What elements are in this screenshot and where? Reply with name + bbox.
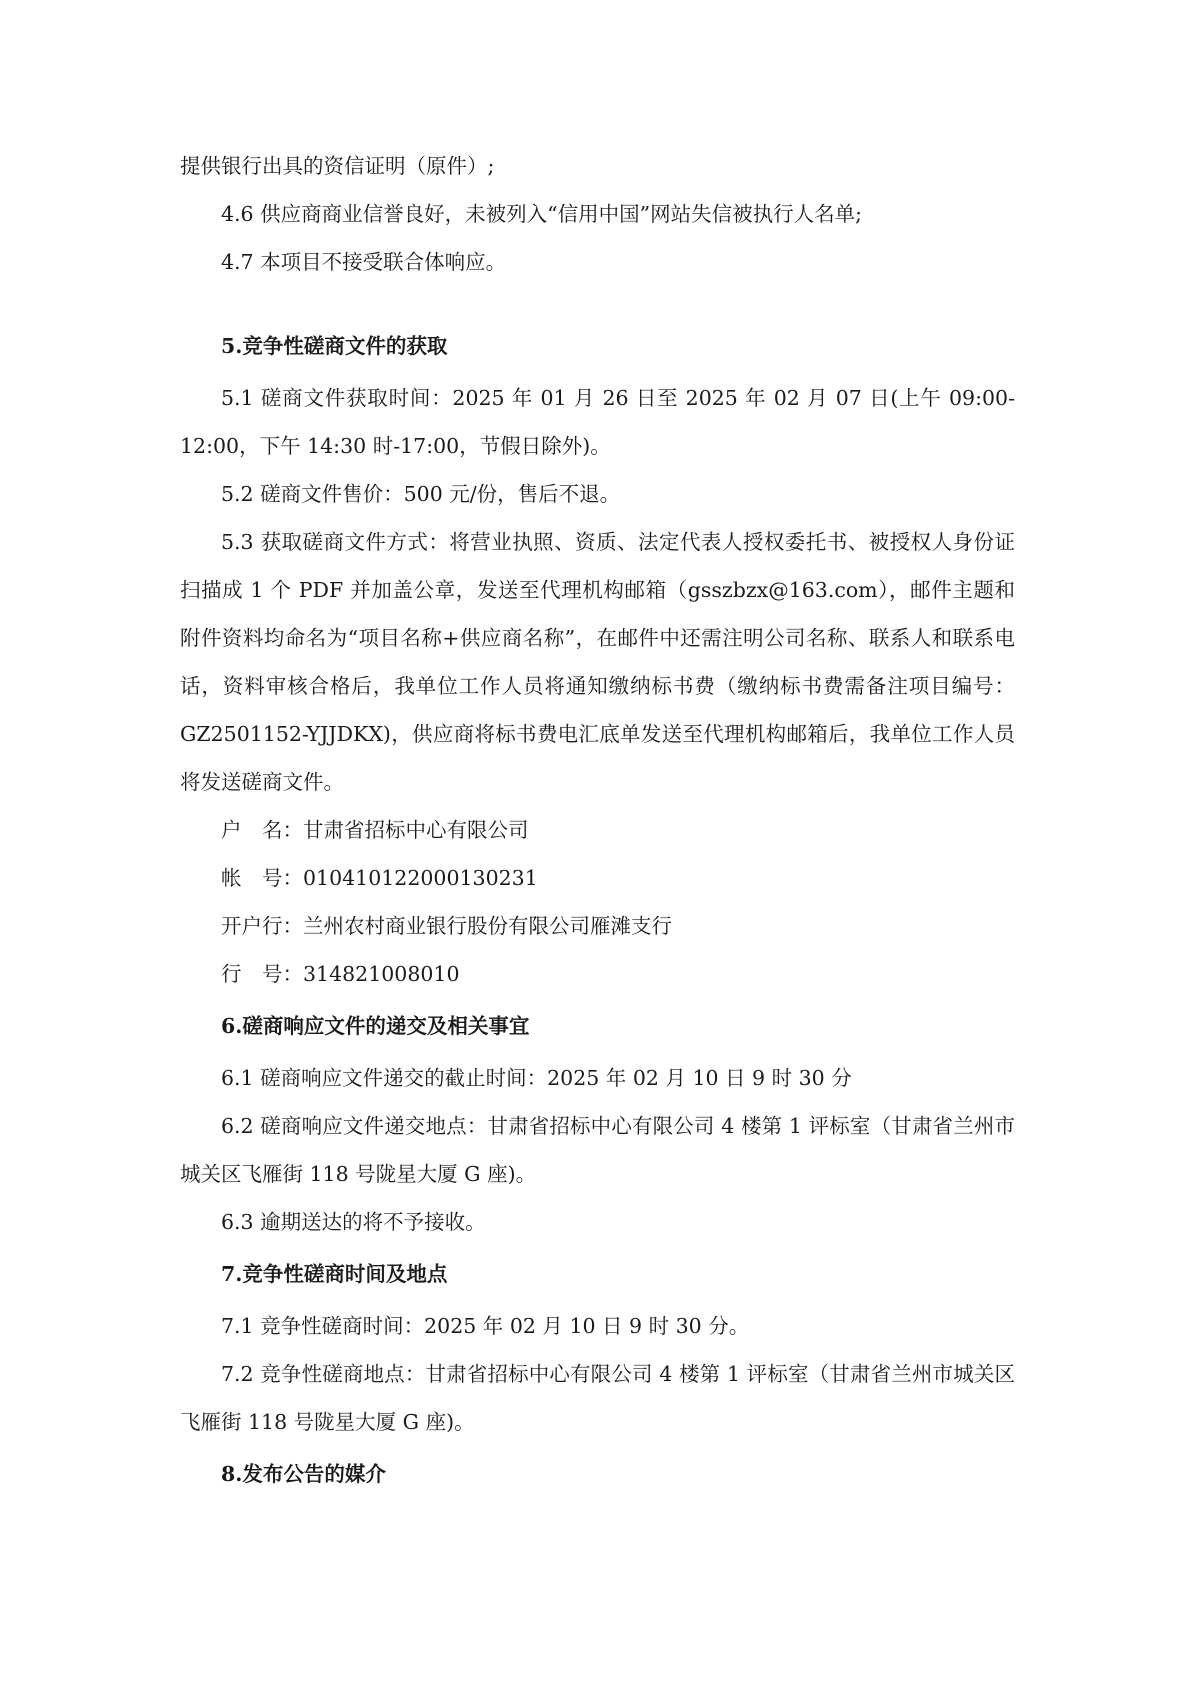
account-number: 帐 号：010410122000130231 (221, 866, 538, 890)
clause-6-1: 6.1 磋商响应文件递交的截止时间：2025 年 02 月 10 日 9 时 30 分 (221, 1066, 852, 1090)
section-8-heading: 8.发布公告的媒介 (221, 1462, 386, 1486)
clause-7-2: 7.2 竞争性磋商地点：甘肃省招标中心有限公司 4 楼第 1 评标室（甘肃省兰州市城关区飞雁街 118 号陇星大厦 G 座)。 (180, 1362, 1015, 1434)
clause-6-3: 6.3 逾期送达的将不予接收。 (221, 1210, 486, 1234)
section-5-heading: 5.竞争性磋商文件的获取 (221, 334, 448, 358)
qualification-line: 提供银行出具的资信证明（原件）; (180, 154, 495, 178)
bank-number: 行 号：314821008010 (221, 962, 460, 986)
section-6-heading: 6.磋商响应文件的递交及相关事宜 (221, 1014, 530, 1038)
account-name: 户 名：甘肃省招标中心有限公司 (221, 818, 529, 842)
clause-4-7: 4.7 本项目不接受联合体响应。 (221, 250, 507, 274)
clause-7-1: 7.1 竞争性磋商时间：2025 年 02 月 10 日 9 时 30 分。 (221, 1314, 750, 1338)
clause-5-1: 5.1 磋商文件获取时间：2025 年 01 月 26 日至 2025 年 02 月 07 日(上午 09:00-12:00，下午 14:30 时-17:00，节假日除外)。 (180, 386, 1015, 458)
clause-6-2: 6.2 磋商响应文件递交地点：甘肃省招标中心有限公司 4 楼第 1 评标室（甘肃省兰州市城关区飞雁街 118 号陇星大厦 G 座)。 (180, 1114, 1015, 1186)
clause-4-6: 4.6 供应商商业信誉良好，未被列入“信用中国”网站失信被执行人名单; (221, 202, 862, 226)
document-body (180, 142, 1015, 1502)
clause-5-3: 5.3 获取磋商文件方式：将营业执照、资质、法定代表人授权委托书、被授权人身份证扫描成 1 个 PDF 并加盖公章，发送至代理机构邮箱（gsszbzx@163.com），邮件主题和附件资料均命名为“项目名称+供应商名称”，在邮件中还需注明公司名称、联系人和联系电话，资料审核合格后，我单位工作人员将通知缴纳标书费（缴纳标书费需备注项目编号：GZ2501152-YJJDKX)，供应商将标书费电汇底单发送至代理机构邮箱后，我单位工作人员将发送磋商文件。 (180, 530, 1015, 794)
section-7-heading: 7.竞争性磋商时间及地点 (221, 1262, 448, 1286)
clause-5-2: 5.2 磋商文件售价：500 元/份，售后不退。 (221, 482, 621, 506)
bank-name: 开户行：兰州农村商业银行股份有限公司雁滩支行 (221, 914, 672, 938)
